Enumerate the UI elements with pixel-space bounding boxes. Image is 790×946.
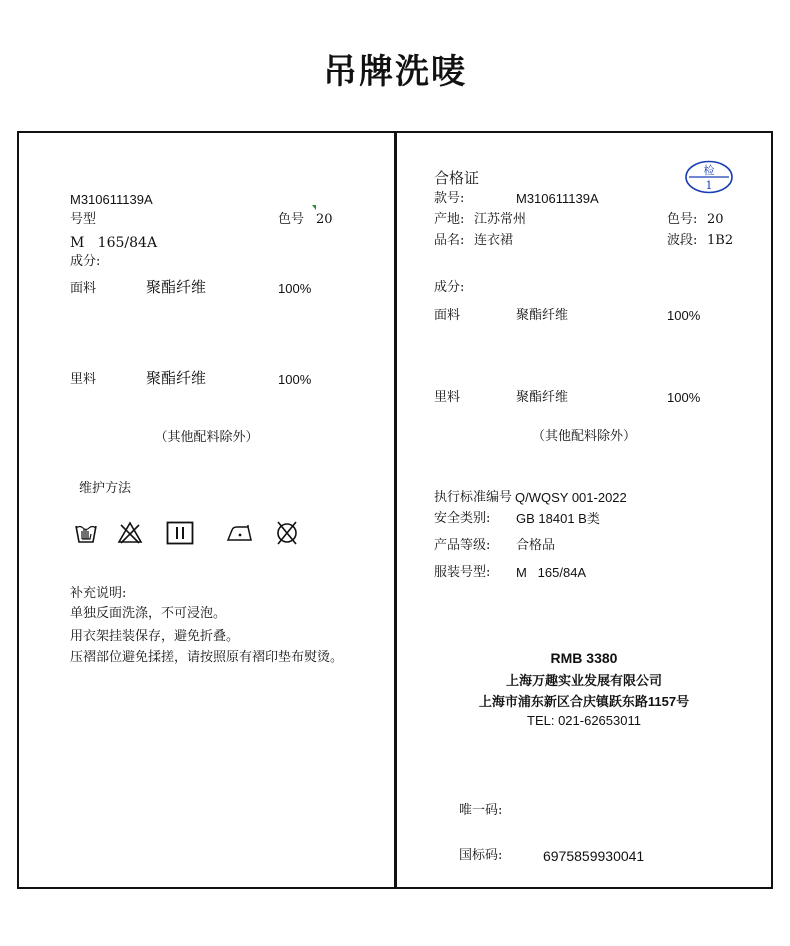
left-product-code: M310611139A: [70, 192, 153, 207]
price: RMB 3380: [550, 650, 618, 666]
barcode-label: 国标码:: [459, 848, 503, 863]
stamp-bottom-text: 1: [705, 179, 713, 192]
company-name: 上海万趣实业发展有限公司: [505, 673, 662, 688]
unique-code-label: 唯一码:: [459, 803, 503, 818]
do-not-dry-clean-icon: [275, 521, 299, 545]
certificate-title: 合格证: [434, 169, 480, 187]
product-label: 品名:: [434, 233, 465, 248]
hand-wash-icon: [74, 521, 98, 545]
right-composition-label: 成分:: [434, 280, 465, 295]
standard-value: Q/WQSY 001-2022: [515, 490, 627, 505]
barcode-value: 6975859930041: [543, 848, 645, 864]
right-exclusion-note: （其他配料除外）: [531, 429, 636, 444]
left-lining-percent: 100%: [278, 372, 312, 387]
left-lining-material: 聚酯纤维: [146, 369, 207, 387]
garment-size-value: M 165/84A: [516, 565, 587, 580]
right-color-value: 20: [707, 212, 724, 227]
origin-value: 江苏常州: [474, 212, 527, 227]
left-outer-label: 面料: [70, 281, 97, 296]
safety-label: 安全类别:: [434, 511, 491, 526]
left-color-value: 20: [316, 212, 333, 227]
style-label: 款号:: [434, 191, 465, 206]
inspection-stamp: [684, 160, 734, 194]
right-outer-material: 聚酯纤维: [516, 308, 569, 323]
left-size-value: M 165/84A: [70, 235, 158, 251]
garment-size-label: 服装号型:: [434, 565, 491, 580]
company-address: 上海市浦东新区合庆镇跃东路1157号: [478, 694, 690, 709]
care-heading: 维护方法: [79, 481, 132, 496]
right-outer-percent: 100%: [667, 308, 701, 323]
line-dry-icon: [166, 521, 194, 545]
page-title: 吊牌洗唛: [323, 52, 467, 92]
left-outer-material: 聚酯纤维: [146, 278, 207, 296]
right-color-label: 色号:: [667, 212, 698, 227]
left-size-label: 号型: [70, 212, 97, 227]
safety-value: GB 18401 B类: [516, 511, 600, 526]
note-line-2: 用衣架挂装保存，避免折叠。: [70, 629, 240, 644]
left-lining-label: 里料: [70, 372, 97, 387]
left-outer-percent: 100%: [278, 281, 312, 296]
band-label: 波段:: [667, 233, 698, 248]
left-composition-label: 成分:: [70, 254, 101, 269]
style-value: M310611139A: [516, 191, 599, 206]
left-exclusion-note: （其他配料除外）: [154, 430, 259, 445]
notes-heading: 补充说明:: [70, 586, 127, 601]
green-marker: [312, 205, 316, 210]
right-lining-label: 里料: [434, 390, 461, 405]
do-not-bleach-icon: [117, 521, 143, 545]
origin-label: 产地:: [434, 212, 465, 227]
grade-label: 产品等级:: [434, 538, 491, 553]
note-line-1: 单独反面洗涤，不可浸泡。: [70, 606, 227, 621]
right-outer-label: 面料: [434, 308, 461, 323]
product-value: 连衣裙: [474, 233, 514, 248]
right-lining-percent: 100%: [667, 390, 701, 405]
note-line-3: 压褶部位避免揉搓，请按照原有褶印垫布熨烫。: [70, 650, 344, 665]
left-color-label: 色号: [278, 212, 305, 227]
grade-value: 合格品: [516, 538, 556, 553]
stamp-top-text: 检: [703, 164, 715, 177]
band-value: 1B2: [707, 233, 734, 248]
company-tel: TEL: 021-62653011: [527, 713, 641, 728]
right-lining-material: 聚酯纤维: [516, 390, 569, 405]
low-iron-icon: [226, 521, 254, 545]
standard-label: 执行标准编号: [434, 490, 513, 505]
